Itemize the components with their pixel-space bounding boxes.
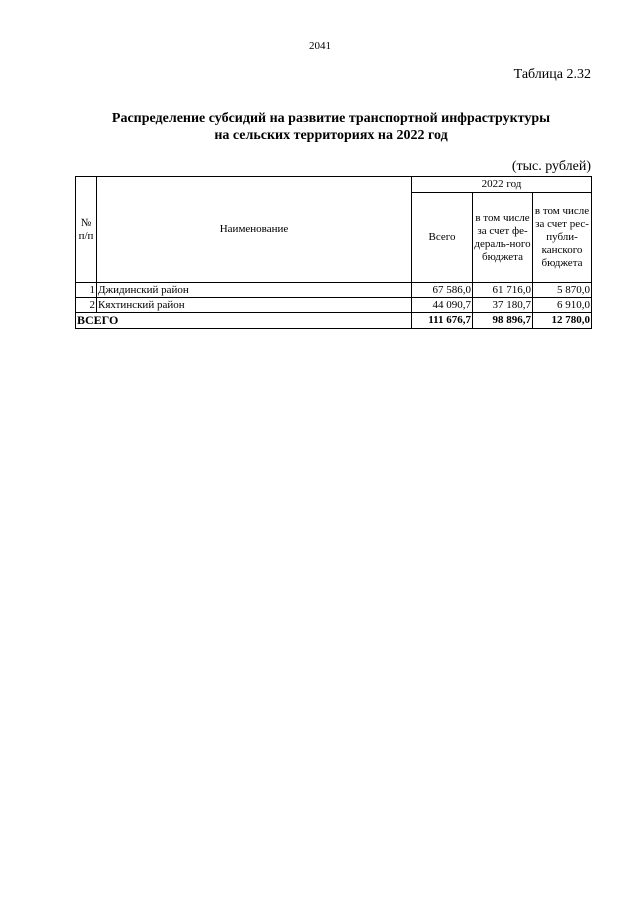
total-row bbox=[76, 313, 592, 329]
table-row bbox=[76, 298, 592, 313]
header-republic: в том числе за счет рес-публи-канского бюджета bbox=[533, 193, 592, 283]
row-total: 67 586,0 bbox=[412, 283, 473, 298]
row-total: 44 090,7 bbox=[412, 298, 473, 313]
units-label: (тыс. рублей) bbox=[511, 159, 591, 174]
header-name: Наименование bbox=[97, 177, 412, 283]
title-line-2: на сельских территориях на 2022 год bbox=[214, 128, 448, 143]
row-federal: 37 180,7 bbox=[473, 298, 533, 313]
table-label: Таблица 2.32 bbox=[513, 67, 591, 82]
header-year: 2022 год bbox=[412, 177, 592, 193]
total-sum: 111 676,7 bbox=[412, 313, 473, 329]
title-line-1: Распределение субсидий на развитие транспортной инфраструктуры bbox=[111, 111, 551, 126]
row-num: 1 bbox=[76, 283, 97, 298]
total-label: ВСЕГО bbox=[76, 313, 412, 329]
total-federal: 98 896,7 bbox=[473, 313, 533, 329]
page-number: 2041 bbox=[309, 40, 331, 52]
row-republic: 6 910,0 bbox=[533, 298, 592, 313]
row-name: Джидинский район bbox=[97, 283, 412, 298]
subsidy-table bbox=[75, 176, 592, 329]
header-federal: в том числе за счет фе-дераль-ного бюджета bbox=[473, 193, 533, 283]
header-num: № п/п bbox=[76, 177, 97, 283]
header-row-year bbox=[76, 177, 592, 193]
row-republic: 5 870,0 bbox=[533, 283, 592, 298]
total-republic: 12 780,0 bbox=[533, 313, 592, 329]
header-total: Всего bbox=[412, 193, 473, 283]
row-num: 2 bbox=[76, 298, 97, 313]
document-title bbox=[70, 110, 592, 144]
table-row bbox=[76, 283, 592, 298]
row-federal: 61 716,0 bbox=[473, 283, 533, 298]
row-name: Кяхтинский район bbox=[97, 298, 412, 313]
